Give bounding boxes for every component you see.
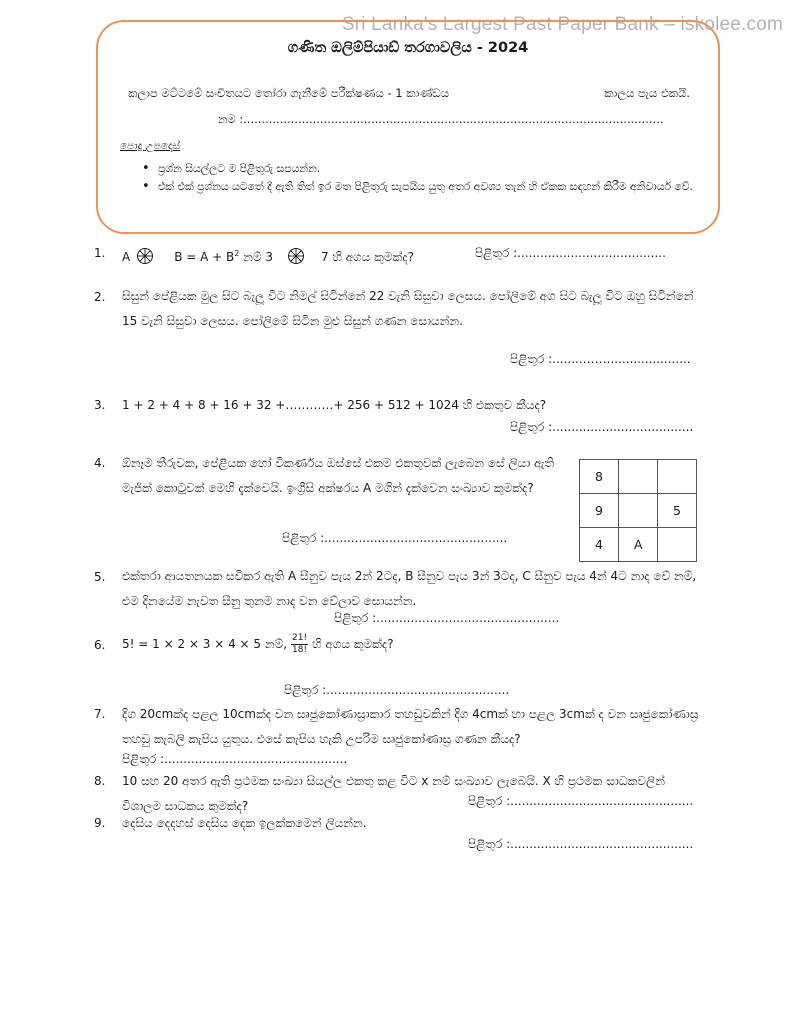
- question-4-text: ඕනෑම තීරුවක, පේළියක හෝ විකර්ණය ඔස්සේ එකම එකතුවක් ලැබෙන සේ ලියා ඇති මැජික් කොටුවක් මෙහි දැක්වෙයි. ඉංග්‍රීසි අක්ෂරය A මගින් දැක්වෙන සංඛ්‍යාව කුමක්ද?: [122, 456, 555, 495]
- question-number: 4.: [94, 456, 106, 470]
- q1-part: B = A + B: [174, 250, 235, 264]
- exam-header: [96, 20, 720, 234]
- grid-cell: A: [619, 528, 658, 562]
- answer-line: පිළිතුර :.......................................: [475, 246, 666, 260]
- q6-text: හි අගය කුමක්ද?: [312, 637, 394, 651]
- answer-line: පිළිතුර :................................................: [282, 531, 508, 545]
- q6-text: 5! = 1 × 2 × 3 × 4 × 5 නම්,: [122, 637, 288, 651]
- magic-square: [579, 459, 697, 562]
- exam-duration: කාලය පැය එකයි.: [604, 86, 690, 100]
- question-number: 7.: [94, 707, 106, 721]
- answer-line: පිළිතුර :.....................................: [510, 420, 694, 434]
- question-number: 5.: [94, 570, 106, 584]
- grid-cell: [658, 528, 697, 562]
- exam-subtitle: කලාප මට්ටමේ සංචිතයට තෝරා ගැනීමේ පරීක්ෂණය - 1 කාණ්ඩය: [128, 86, 450, 100]
- question-number: 3.: [94, 398, 106, 412]
- grid-cell: 8: [580, 460, 619, 494]
- answer-line: පිළිතුර :................................................: [122, 752, 348, 766]
- grid-cell: 5: [658, 494, 697, 528]
- question-2-text: සිසුන් පේළියක මුල සිට බැලූ විට නිමල් සිටින්නේ 22 වැනි සිසුවා ලෙසය. පෝලිමේ අග සිට බැලූ විට ඔහු සිටින්නේ 15 වැනි සිසුවා ලෙසය. පෝලිමේ සිටින මුළු සිසුන් ගණන සොයන්න.: [122, 289, 694, 328]
- operator-wheel-icon: [287, 247, 305, 265]
- answer-line: පිළිතුර :................................................: [468, 837, 694, 851]
- grid-cell: [658, 460, 697, 494]
- question-8-text: 10 සහ 20 අතර ඇති ප්‍රථමක සංඛ්‍යා සියල්ල එකතු කළ විට x නම් සංඛ්‍යාව ලැබෙයි. X හි ප්‍රථමක සාධකවලින් විශාලම සාධකය කුමක්ද?: [122, 774, 665, 813]
- question-3-text: 1 + 2 + 4 + 8 + 16 + 32 +…………+ 256 + 512 + 1024 හි එකතුව කීයද?: [122, 398, 547, 412]
- question-6-text: [122, 632, 394, 657]
- answer-line: පිළිතුර :........……......................: [510, 352, 691, 366]
- answer-line: පිළිතුර :................................................: [334, 611, 560, 625]
- q1-part: 7 හි අගය කුමක්ද?: [321, 250, 414, 264]
- answer-line: පිළිතුර :................................................: [468, 794, 694, 808]
- grid-cell: [619, 460, 658, 494]
- grid-cell: 9: [580, 494, 619, 528]
- question-number: 9.: [94, 816, 106, 830]
- fraction: [291, 633, 308, 656]
- instruction-item: • ප්‍රශ්න සියල්ලට ම පිළිතුරු සපයන්න.: [142, 160, 702, 178]
- operator-wheel-icon: [136, 247, 154, 265]
- exam-title: ගණිත ඔලිම්පියාඩ් තරගාවලිය - 2024: [287, 40, 529, 56]
- question-number: 2.: [94, 290, 106, 304]
- question-1-text: [122, 241, 414, 270]
- question-5-text: එක්තරා ආයතනයක සවිකර ඇති A සීනුව පැය 2න් 2ටද, B සීනුව පැය 3න් 3ටද, C සීනුව පැය 4න් 4ට නාද වේ නම්, එම දිනයේම නැවත සීනු තුනම නාද වන වේලාව සොයන්න.: [122, 569, 697, 608]
- question-9-text: දෙසිය දෙදහස් දෙසිය දෙක ඉලක්කමෙන් ලියන්න.: [122, 816, 367, 830]
- name-field: නම :...................................................................................................................: [218, 112, 664, 126]
- question-number: 8.: [94, 774, 106, 788]
- fraction-numerator: 21!: [292, 633, 308, 643]
- grid-cell: 4: [580, 528, 619, 562]
- q1-part: A: [122, 250, 131, 264]
- question-number: 1.: [94, 246, 106, 260]
- instructions-heading: පොදු උපදෙස්: [120, 140, 181, 152]
- instructions-list: [142, 160, 702, 196]
- fraction-denominator: 18!: [292, 645, 308, 655]
- q1-exponent: 2: [234, 249, 240, 258]
- instruction-item: • එක් එක් ප්‍රශ්නය යටතේ දී ඇති තිත් ඉර මත පිළිතුරු සැපයිය යුතු අතර අවශ්‍ය තැන් හි ඒකක සඳහන් කිරීම අනිවාර්ය වේ.: [142, 178, 702, 196]
- grid-cell: [619, 494, 658, 528]
- question-7-text: දිග 20cmක්ද පළල 10cmක්ද වන සෘජුකෝණාස්‍රාකාර තහඩුවකින් දිග 4cmක් හා පළල 3cmක් ද වන සෘජුකෝණාස්‍ර තහඩු කැබලි කැපිය යුතුය. එසේ කැපිය හැකි උපරිම සෘජුකෝණාස්‍ර ගණන කීයද?: [122, 707, 699, 746]
- answer-line: පිළිතුර :................................................: [284, 683, 510, 697]
- watermark: Sri Lanka's Largest Past Paper Bank – iskolee.com: [341, 14, 783, 35]
- q1-part: නම් 3: [239, 250, 273, 264]
- question-number: 6.: [94, 638, 106, 652]
